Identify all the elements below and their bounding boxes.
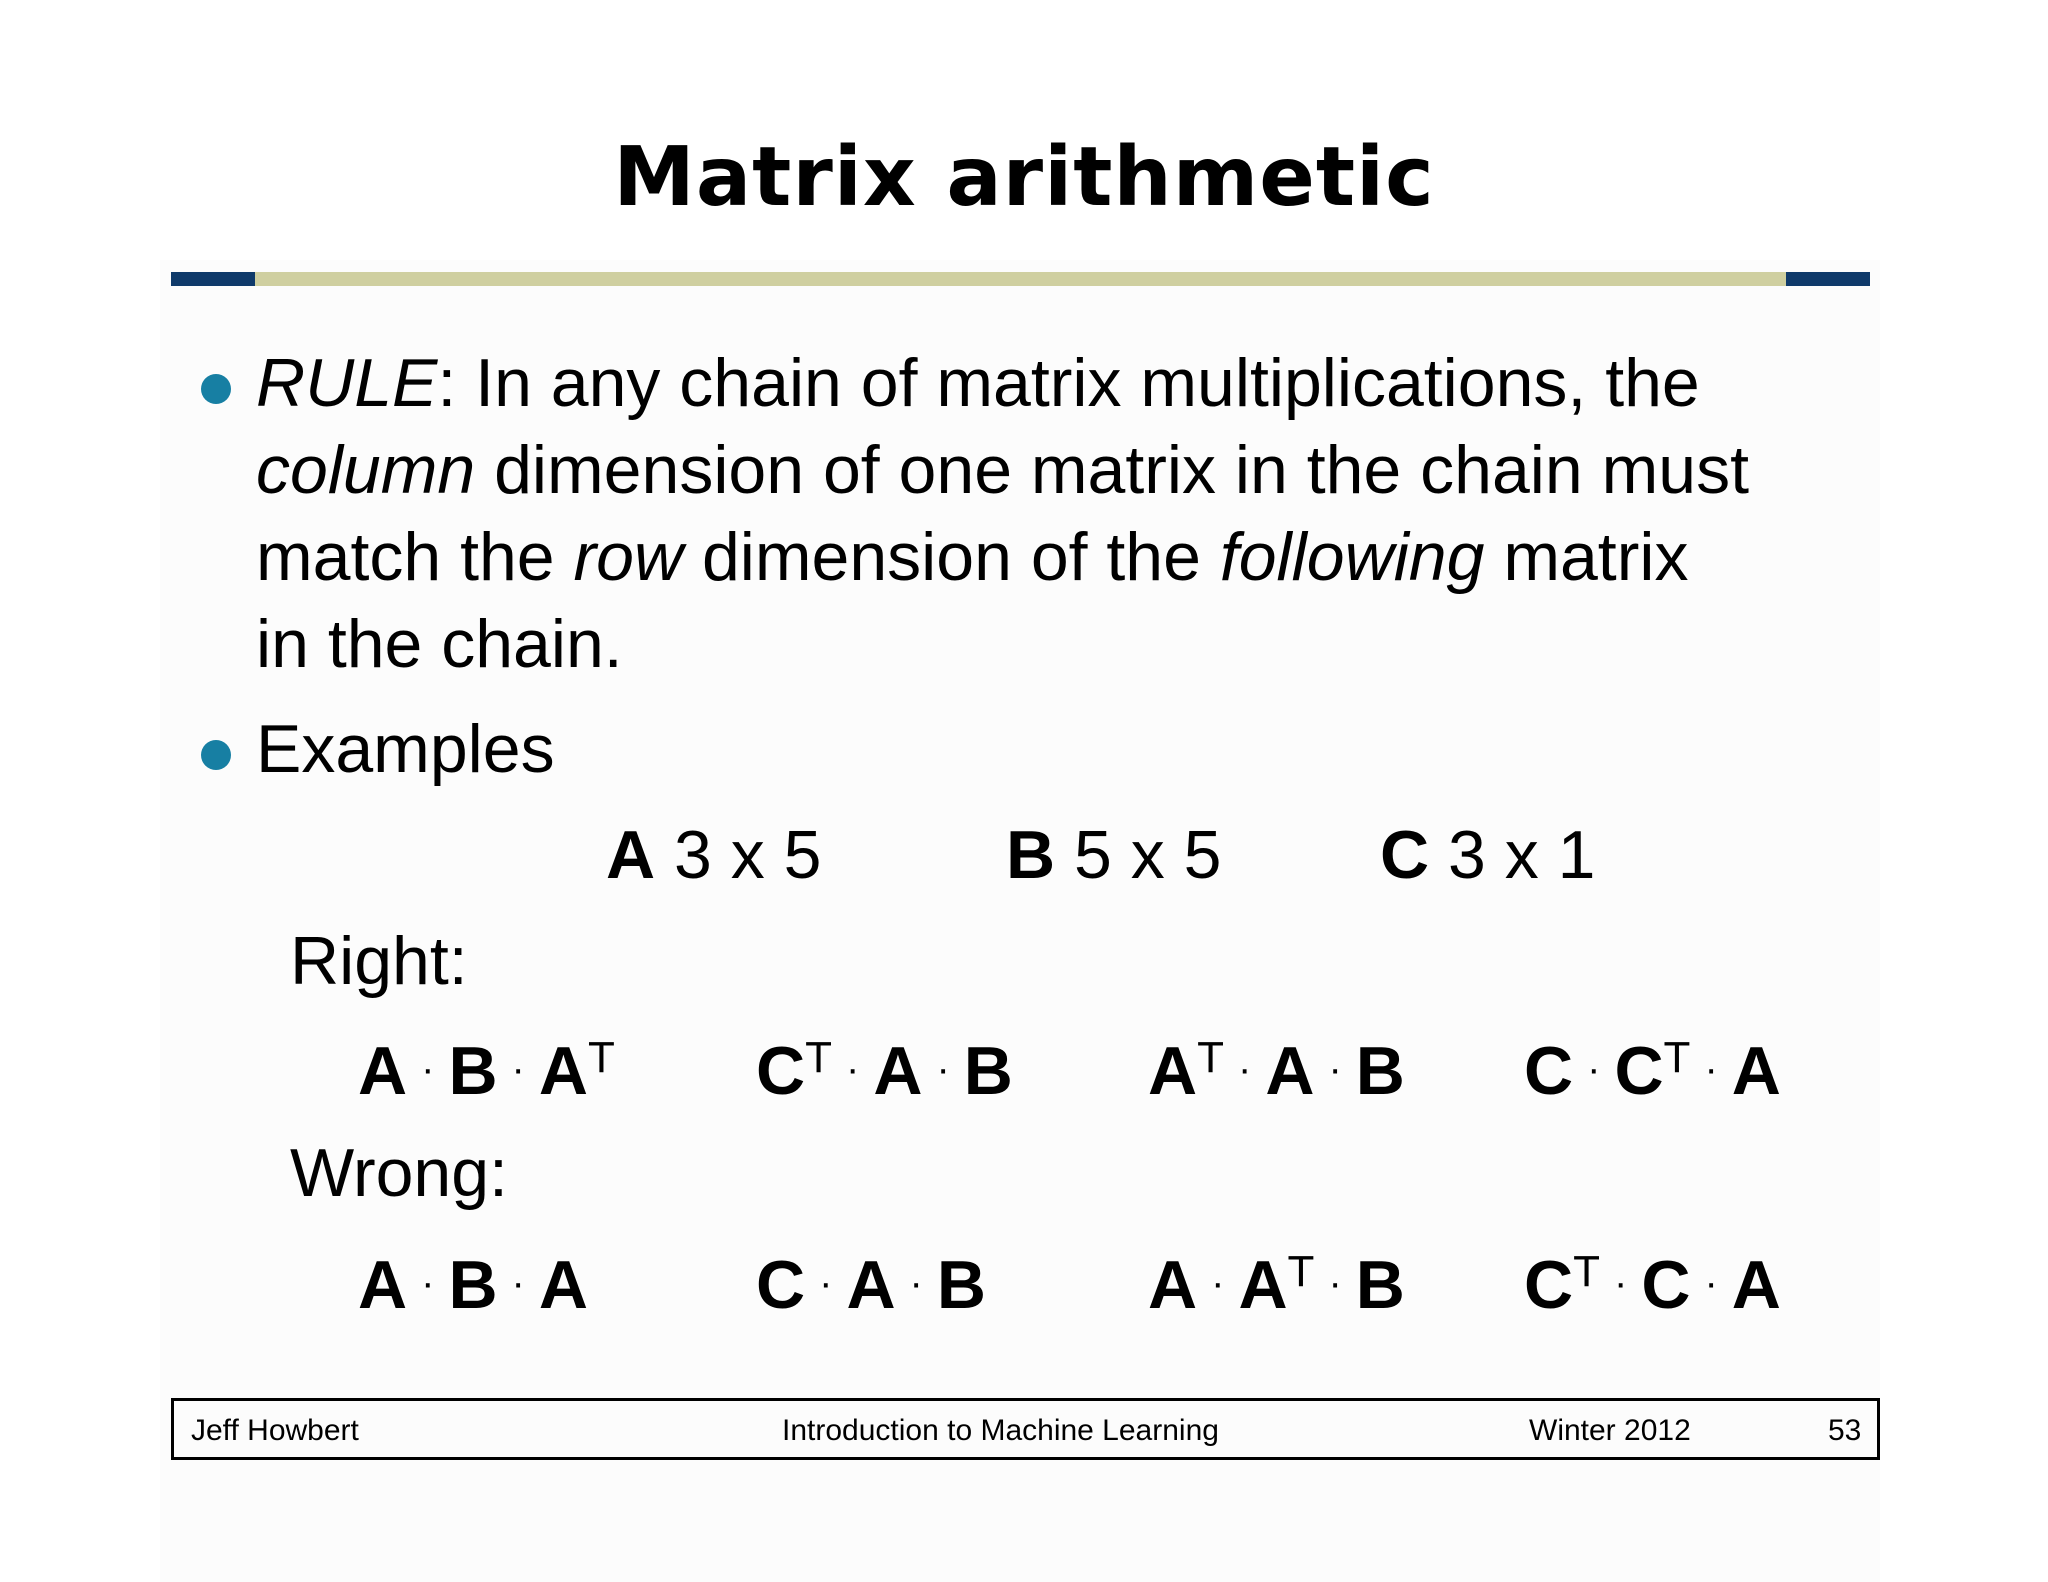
footer-page-number: 53 [1828, 1414, 1862, 1447]
dot-operator: · [421, 1261, 435, 1305]
term: C [1614, 1033, 1664, 1109]
right-label: Right: [290, 923, 468, 999]
slide-footer [171, 1398, 1880, 1460]
title-divider-left-cap [171, 272, 255, 286]
transpose-superscript: T [587, 1033, 615, 1082]
title-divider-right-cap [1786, 272, 1870, 286]
rule-line-3-start: match the [256, 519, 574, 595]
rule-line-1-text: : In any chain of matrix multiplications, the [437, 345, 1700, 421]
term: A [358, 1033, 408, 1109]
rule-line-2 [256, 427, 1749, 514]
term: C [756, 1033, 806, 1109]
term: A [538, 1033, 588, 1109]
term: A [873, 1033, 923, 1109]
rule-lead: RULE [256, 345, 438, 421]
right-expression-1 [358, 1026, 615, 1115]
term: B [448, 1247, 498, 1323]
dot-operator: · [1704, 1261, 1718, 1305]
term: C [756, 1247, 806, 1323]
matrix-size: 5 x 5 [1074, 817, 1222, 893]
transpose-superscript: T [1573, 1247, 1600, 1296]
term: A [1265, 1033, 1315, 1109]
dot-operator: · [936, 1047, 950, 1091]
rule-emphasis-column: column [256, 432, 476, 508]
title-divider [171, 272, 1870, 286]
footer-author: Jeff Howbert [191, 1414, 359, 1447]
rule-emphasis-row: row [573, 519, 684, 595]
matrix-name: C [1380, 817, 1430, 893]
dot-operator: · [1238, 1047, 1252, 1091]
rule-line-3-mid: dimension of the [683, 519, 1220, 595]
dot-operator: · [1328, 1261, 1342, 1305]
dot-operator: · [1614, 1261, 1628, 1305]
slide-title: Matrix arithmetic [613, 130, 1435, 225]
term: B [1355, 1033, 1405, 1109]
term: A [846, 1247, 896, 1323]
dot-operator: · [1704, 1047, 1718, 1091]
wrong-expression-1 [358, 1240, 588, 1329]
term: A [1148, 1247, 1198, 1323]
term: C [1524, 1033, 1574, 1109]
wrong-expression-4 [1524, 1240, 1781, 1329]
rule-line-3-end: matrix [1484, 519, 1689, 595]
dot-operator: · [1211, 1261, 1225, 1305]
wrong-expression-2 [756, 1240, 986, 1329]
dot-operator: · [819, 1261, 833, 1305]
term: C [1641, 1247, 1691, 1323]
dot-operator: · [511, 1261, 525, 1305]
dimension-b [1006, 812, 1221, 899]
matrix-size: 3 x 5 [674, 817, 822, 893]
term: A [1731, 1033, 1781, 1109]
transpose-superscript: T [1287, 1247, 1315, 1296]
footer-course: Introduction to Machine Learning [782, 1414, 1219, 1447]
rule-line-4: in the chain. [256, 606, 623, 682]
wrong-expression-3 [1148, 1240, 1405, 1329]
matrix-name: A [606, 817, 656, 893]
footer-term: Winter 2012 [1529, 1414, 1691, 1447]
dot-operator: · [1328, 1047, 1342, 1091]
term: A [358, 1247, 408, 1323]
term: A [538, 1247, 588, 1323]
bullet-dot [201, 740, 231, 770]
dot-operator: · [1587, 1047, 1601, 1091]
right-expression-2 [756, 1026, 1013, 1115]
matrix-name: B [1006, 817, 1056, 893]
dot-operator: · [511, 1047, 525, 1091]
dot-operator: · [846, 1047, 860, 1091]
term: C [1524, 1247, 1574, 1323]
term: B [936, 1247, 986, 1323]
transpose-superscript: T [805, 1033, 832, 1082]
examples-bullet: Examples [256, 711, 555, 787]
bullet-dot [201, 374, 231, 404]
wrong-label: Wrong: [290, 1135, 508, 1211]
term: B [1355, 1247, 1405, 1323]
rule-emphasis-following: following [1219, 519, 1485, 595]
term: A [1731, 1247, 1781, 1323]
dot-operator: · [909, 1261, 923, 1305]
term: A [1148, 1033, 1198, 1109]
rule-bullet [256, 340, 1749, 688]
rule-line-1 [256, 340, 1749, 427]
right-expression-3 [1148, 1026, 1405, 1115]
transpose-superscript: T [1663, 1033, 1691, 1082]
term: B [963, 1033, 1013, 1109]
right-expression-4 [1524, 1026, 1781, 1115]
dimension-a [606, 812, 821, 899]
term: A [1238, 1247, 1288, 1323]
transpose-superscript: T [1197, 1033, 1224, 1082]
rule-line-2-text: dimension of one matrix in the chain must [475, 432, 1749, 508]
term: B [448, 1033, 498, 1109]
dimension-c [1380, 812, 1595, 899]
matrix-size: 3 x 1 [1448, 817, 1596, 893]
rule-line-3 [256, 514, 1749, 601]
dot-operator: · [421, 1047, 435, 1091]
